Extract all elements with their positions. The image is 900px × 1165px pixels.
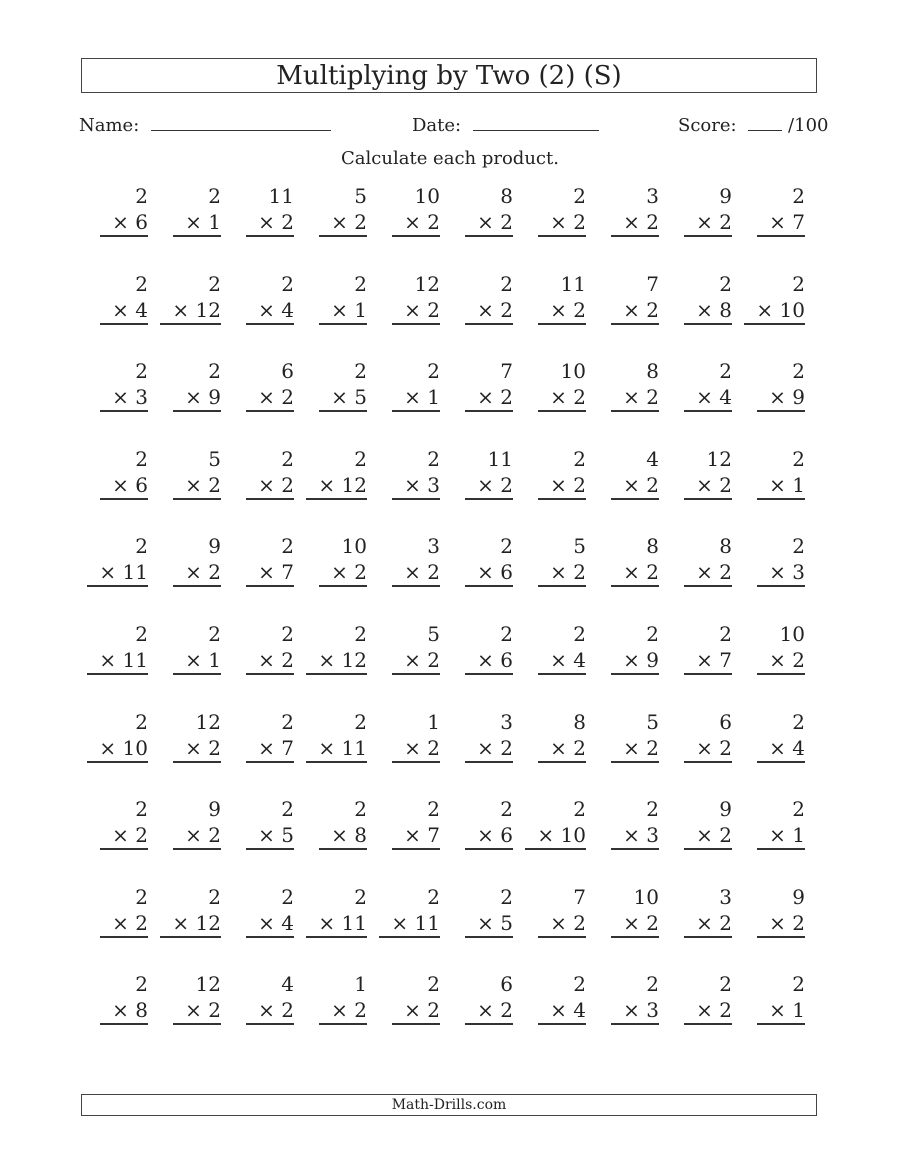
problem-top-number: 2 [573, 184, 586, 208]
name-blank[interactable] [151, 112, 331, 131]
date-label: Date: [412, 115, 462, 136]
problem-top-number: 11 [487, 446, 513, 471]
score-total: /100 [788, 115, 829, 136]
problem-bottom-number: × 2 [684, 910, 732, 938]
problem-bottom-number: × 2 [246, 997, 294, 1025]
problem-bottom-number: × 6 [100, 209, 148, 237]
problem-bottom-number: × 3 [757, 559, 805, 587]
problem-bottom-number: × 2 [100, 910, 148, 938]
problem-top-number: 2 [719, 622, 732, 646]
problem-bottom-number: × 2 [392, 735, 440, 763]
problem-bottom-number: × 5 [319, 384, 367, 412]
problem-top-number: 2 [427, 972, 440, 997]
problem-top-number: 7 [500, 359, 513, 384]
problem-top-number: 2 [500, 271, 513, 296]
problem-bottom-number: × 5 [465, 910, 513, 938]
problem-bottom-number: × 12 [160, 910, 221, 938]
problem-bottom-number: × 2 [173, 997, 221, 1025]
problem-bottom-number: × 2 [538, 472, 586, 500]
problem-bottom-number: × 2 [465, 997, 513, 1025]
problem-top-number: 6 [281, 359, 294, 384]
problem-top-number: 11 [560, 271, 586, 296]
problem-bottom-number: × 2 [465, 384, 513, 412]
problem-bottom-number: × 2 [246, 209, 294, 237]
problem-bottom-number: × 2 [538, 384, 586, 412]
footer-credit: Math-Drills.com [81, 1094, 817, 1116]
problem-top-number: 2 [792, 709, 805, 734]
problem-bottom-number: × 2 [465, 472, 513, 500]
problem [705, 358, 805, 412]
problem-bottom-number: × 6 [465, 559, 513, 587]
problem-bottom-number: × 2 [392, 997, 440, 1025]
problem-bottom-number: × 2 [611, 297, 659, 325]
problem [705, 446, 805, 500]
problem-bottom-number: × 3 [611, 997, 659, 1025]
problem-top-number: 2 [135, 884, 148, 909]
problem-bottom-number: × 8 [319, 822, 367, 850]
date-field[interactable] [412, 112, 599, 136]
problem-top-number: 9 [792, 884, 805, 909]
problem-bottom-number: × 2 [684, 559, 732, 587]
problem-top-number: 3 [500, 709, 513, 734]
problem-top-number: 2 [500, 622, 513, 646]
problem-bottom-number: × 2 [246, 647, 294, 675]
problem-top-number: 2 [281, 271, 294, 296]
score-blank[interactable] [748, 112, 782, 131]
problem-bottom-number: × 4 [246, 297, 294, 325]
problem-bottom-number: × 2 [684, 735, 732, 763]
score-label: Score: [678, 115, 737, 136]
problem-bottom-number: × 4 [757, 735, 805, 763]
problem-bottom-number: × 2 [611, 735, 659, 763]
problem-bottom-number: × 6 [465, 822, 513, 850]
problem-bottom-number: × 2 [684, 822, 732, 850]
problem-bottom-number: × 4 [246, 910, 294, 938]
problem-bottom-number: × 11 [379, 910, 440, 938]
problem-top-number: 2 [719, 359, 732, 384]
problem-bottom-number: × 3 [100, 384, 148, 412]
problem-bottom-number: × 1 [757, 822, 805, 850]
problem-bottom-number: × 7 [757, 209, 805, 237]
problem-bottom-number: × 2 [538, 297, 586, 325]
problem-bottom-number: × 7 [392, 822, 440, 850]
problem-bottom-number: × 2 [173, 559, 221, 587]
problem-top-number: 8 [719, 534, 732, 559]
problem-top-number: 2 [281, 534, 294, 559]
problem-top-number: 2 [354, 446, 367, 471]
problem-bottom-number: × 4 [538, 997, 586, 1025]
problem-bottom-number: × 2 [538, 735, 586, 763]
problem-top-number: 6 [500, 972, 513, 997]
problem-bottom-number: × 8 [100, 997, 148, 1025]
problem-top-number: 1 [427, 709, 440, 734]
name-label: Name: [79, 115, 140, 136]
problem-top-number: 2 [354, 797, 367, 822]
problem-top-number: 2 [646, 972, 659, 997]
problem-top-number: 2 [646, 797, 659, 822]
problem-bottom-number: × 2 [465, 209, 513, 237]
problem-top-number: 2 [135, 622, 148, 646]
problem-top-number: 2 [573, 797, 586, 822]
problem-top-number: 2 [792, 184, 805, 208]
problem-bottom-number: × 2 [392, 559, 440, 587]
problem-bottom-number: × 2 [173, 472, 221, 500]
problem-top-number: 2 [281, 797, 294, 822]
problem-top-number: 9 [208, 797, 221, 822]
problem-top-number: 12 [706, 446, 732, 471]
problem-bottom-number: × 2 [538, 910, 586, 938]
problem [705, 971, 805, 1025]
problem-bottom-number: × 2 [611, 910, 659, 938]
problem-bottom-number: × 7 [684, 647, 732, 675]
problem-top-number: 2 [354, 622, 367, 646]
problem-top-number: 2 [208, 271, 221, 296]
problem-bottom-number: × 3 [392, 472, 440, 500]
problem-top-number: 2 [646, 622, 659, 646]
problem-bottom-number: × 2 [392, 647, 440, 675]
problem-top-number: 4 [281, 972, 294, 997]
problem-bottom-number: × 2 [319, 209, 367, 237]
problem-top-number: 2 [792, 797, 805, 822]
problem-top-number: 9 [719, 184, 732, 208]
problem-top-number: 10 [779, 622, 805, 646]
problem-bottom-number: × 2 [684, 997, 732, 1025]
problem [705, 533, 805, 587]
problem [705, 271, 805, 325]
problem-bottom-number: × 6 [100, 472, 148, 500]
problem-bottom-number: × 2 [173, 735, 221, 763]
problem-bottom-number: × 10 [87, 735, 148, 763]
problem-bottom-number: × 2 [611, 472, 659, 500]
problem-top-number: 2 [427, 359, 440, 384]
problem-bottom-number: × 1 [757, 472, 805, 500]
problem-top-number: 2 [135, 972, 148, 997]
problem-bottom-number: × 2 [684, 472, 732, 500]
problem-bottom-number: × 9 [757, 384, 805, 412]
problem-bottom-number: × 2 [100, 822, 148, 850]
problem-top-number: 10 [560, 359, 586, 384]
problem-top-number: 2 [135, 271, 148, 296]
problem-top-number: 2 [208, 359, 221, 384]
problem-top-number: 2 [281, 622, 294, 646]
date-blank[interactable] [473, 112, 599, 131]
problem-bottom-number: × 2 [684, 209, 732, 237]
problem-top-number: 2 [500, 797, 513, 822]
problem-top-number: 2 [792, 359, 805, 384]
problem-bottom-number: × 11 [87, 559, 148, 587]
problem-top-number: 2 [135, 446, 148, 471]
problem-bottom-number: × 11 [87, 647, 148, 675]
problem-bottom-number: × 12 [160, 297, 221, 325]
problem-top-number: 12 [414, 271, 440, 296]
problem-top-number: 2 [427, 446, 440, 471]
problem [705, 884, 805, 938]
problem-top-number: 2 [792, 534, 805, 559]
problem-top-number: 2 [281, 446, 294, 471]
problem-bottom-number: × 7 [246, 559, 294, 587]
problem-bottom-number: × 2 [757, 910, 805, 938]
problem-top-number: 2 [208, 622, 221, 646]
problem-top-number: 2 [281, 884, 294, 909]
problem-bottom-number: × 9 [173, 384, 221, 412]
problem-top-number: 2 [500, 884, 513, 909]
problem-top-number: 2 [135, 534, 148, 559]
problem-top-number: 2 [354, 709, 367, 734]
problem-top-number: 8 [573, 709, 586, 734]
problem-top-number: 2 [135, 797, 148, 822]
problem-top-number: 2 [719, 271, 732, 296]
problem-top-number: 2 [354, 271, 367, 296]
problem-top-number: 8 [646, 359, 659, 384]
problem-top-number: 2 [573, 446, 586, 471]
problem-top-number: 11 [268, 184, 294, 208]
problem-top-number: 2 [135, 184, 148, 208]
problem-top-number: 9 [719, 797, 732, 822]
problem-bottom-number: × 2 [465, 735, 513, 763]
problem-top-number: 12 [195, 709, 221, 734]
problem-bottom-number: × 10 [744, 297, 805, 325]
problem-bottom-number: × 1 [173, 647, 221, 675]
problem-top-number: 5 [573, 534, 586, 559]
problem-bottom-number: × 2 [538, 209, 586, 237]
problem-top-number: 2 [135, 709, 148, 734]
problem-top-number: 2 [427, 797, 440, 822]
problem-bottom-number: × 1 [757, 997, 805, 1025]
problem-top-number: 1 [354, 972, 367, 997]
problem-top-number: 2 [719, 972, 732, 997]
problem-bottom-number: × 3 [611, 822, 659, 850]
problem-top-number: 3 [646, 184, 659, 208]
problem-top-number: 5 [427, 622, 440, 646]
problem-top-number: 2 [281, 709, 294, 734]
problem-bottom-number: × 2 [611, 559, 659, 587]
instructions: Calculate each product. [341, 148, 559, 169]
problem-bottom-number: × 2 [392, 297, 440, 325]
problem-bottom-number: × 12 [306, 472, 367, 500]
problem-top-number: 2 [792, 972, 805, 997]
problem-top-number: 10 [633, 884, 659, 909]
problem-bottom-number: × 4 [100, 297, 148, 325]
problem-bottom-number: × 12 [306, 647, 367, 675]
problem-top-number: 2 [135, 359, 148, 384]
problem-top-number: 2 [427, 884, 440, 909]
problem-bottom-number: × 2 [611, 384, 659, 412]
problem-bottom-number: × 1 [173, 209, 221, 237]
problem-bottom-number: × 2 [538, 559, 586, 587]
problem-bottom-number: × 9 [611, 647, 659, 675]
score-field[interactable] [678, 112, 828, 136]
problem [705, 183, 805, 237]
problem-bottom-number: × 5 [246, 822, 294, 850]
problem-top-number: 3 [719, 884, 732, 909]
problem-bottom-number: × 2 [392, 209, 440, 237]
problem-top-number: 10 [414, 184, 440, 208]
problem-top-number: 2 [208, 184, 221, 208]
problem-bottom-number: × 2 [319, 997, 367, 1025]
problem-bottom-number: × 10 [525, 822, 586, 850]
problem-top-number: 8 [500, 184, 513, 208]
problem-bottom-number: × 2 [319, 559, 367, 587]
problem-bottom-number: × 1 [392, 384, 440, 412]
problem-top-number: 5 [646, 709, 659, 734]
problem-top-number: 5 [208, 446, 221, 471]
problem-top-number: 10 [341, 534, 367, 559]
problem-top-number: 4 [646, 446, 659, 471]
problem-top-number: 2 [354, 884, 367, 909]
problem-top-number: 2 [208, 884, 221, 909]
problem-bottom-number: × 2 [246, 472, 294, 500]
problem-top-number: 12 [195, 972, 221, 997]
problem-top-number: 9 [208, 534, 221, 559]
name-field[interactable] [79, 112, 331, 136]
problem-bottom-number: × 2 [465, 297, 513, 325]
problem-top-number: 3 [427, 534, 440, 559]
problem-bottom-number: × 7 [246, 735, 294, 763]
problem-bottom-number: × 11 [306, 910, 367, 938]
problem-top-number: 2 [354, 359, 367, 384]
problem-top-number: 5 [354, 184, 367, 208]
problem-top-number: 8 [646, 534, 659, 559]
problem-top-number: 2 [573, 972, 586, 997]
problem [705, 621, 805, 675]
problem-bottom-number: × 4 [538, 647, 586, 675]
problem [705, 796, 805, 850]
problem-top-number: 6 [719, 709, 732, 734]
problem-bottom-number: × 11 [306, 735, 367, 763]
problem-top-number: 2 [573, 622, 586, 646]
problem-top-number: 2 [500, 534, 513, 559]
problem-bottom-number: × 8 [684, 297, 732, 325]
worksheet-title: Multiplying by Two (2) (S) [81, 58, 817, 93]
problem-bottom-number: × 2 [757, 647, 805, 675]
problem-top-number: 7 [573, 884, 586, 909]
problem-top-number: 2 [792, 271, 805, 296]
problem [705, 709, 805, 763]
problem-top-number: 2 [792, 446, 805, 471]
problem-top-number: 7 [646, 271, 659, 296]
problem-bottom-number: × 6 [465, 647, 513, 675]
problem-bottom-number: × 2 [173, 822, 221, 850]
problem-bottom-number: × 2 [611, 209, 659, 237]
problem-bottom-number: × 2 [246, 384, 294, 412]
problem-bottom-number: × 1 [319, 297, 367, 325]
problem-bottom-number: × 4 [684, 384, 732, 412]
